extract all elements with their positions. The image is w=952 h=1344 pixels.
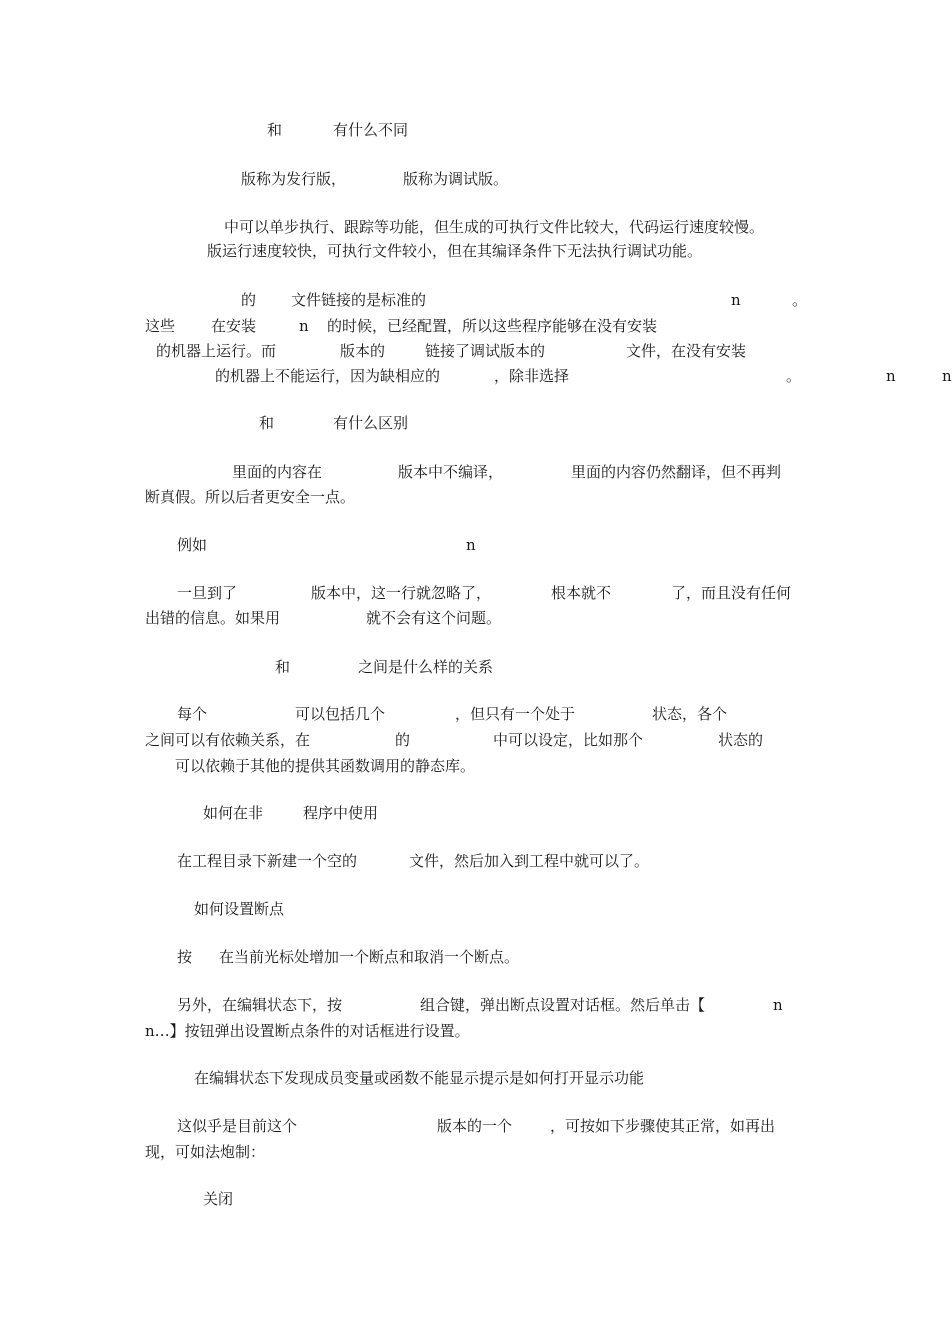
text-line: 了，而且没有任何 (671, 584, 792, 602)
text-line: 链接了调试版本的 (425, 342, 546, 360)
text-line: 文件，在没有安装 (626, 342, 747, 360)
text-line: 的 (241, 291, 257, 309)
text-line: n (731, 291, 741, 309)
text-line: ，可按如下步骤使其正常，如再出 (550, 1117, 776, 1135)
text-line: n (466, 536, 476, 554)
text-line: 可以依赖于其他的提供其函数调用的静态库。 (175, 757, 476, 775)
text-line: 版本中，这一行就忽略了， (311, 584, 492, 602)
text-line: 。 (792, 291, 808, 309)
heading-2-part: 有什么区别 (333, 414, 409, 432)
text-line: 文件链接的是标准的 (291, 291, 427, 309)
text-line: 文件，然后加入到工程中就可以了。 (409, 852, 650, 870)
heading-1-part: 有什么不同 (333, 121, 409, 139)
text-line: ，但只有一个处于 (455, 705, 576, 723)
heading-5: 如何设置断点 (194, 900, 285, 918)
text-line: 的 (395, 731, 411, 749)
text-line: 可以包括几个 (295, 705, 386, 723)
text-line: 在当前光标处增加一个断点和取消一个断点。 (219, 948, 520, 966)
text-line: 里面的内容在 (232, 463, 323, 481)
heading-3-part: 和 (275, 658, 291, 676)
text-line: 出错的信息。如果用 (145, 609, 281, 627)
heading-1-part: 和 (267, 121, 283, 139)
text-line: 另外，在编辑状态下，按 (177, 996, 343, 1014)
text-line: 。 (786, 367, 802, 385)
text-line: 中可以设定，比如那个 (493, 731, 644, 749)
text-line: 中可以单步执行、跟踪等功能，但生成的可执行文件比较大，代码运行速度较慢。 (224, 218, 765, 236)
text-line: n (299, 317, 309, 335)
text-line: 版本的 (340, 342, 386, 360)
text-line: 的机器上运行。而 (156, 342, 277, 360)
text-line: 根本就不 (551, 584, 612, 602)
heading-2-part: 和 (259, 414, 275, 432)
text-line: 版称为调试版。 (403, 170, 509, 188)
text-line: 状态，各个 (652, 705, 728, 723)
text-line: 断真假。所以后者更安全一点。 (145, 488, 356, 506)
text-line: 按 (177, 948, 193, 966)
text-line: 就不会有这个问题。 (366, 609, 502, 627)
text-line: 状态的 (718, 731, 764, 749)
text-line: ，除非选择 (494, 367, 570, 385)
text-line: 在工程目录下新建一个空的 (177, 852, 358, 870)
text-line: 之间可以有依赖关系，在 (145, 731, 311, 749)
text-line: 这些 (145, 317, 176, 335)
text-line: 版本的一个 (437, 1117, 513, 1135)
text-line: n…】按钮弹出设置断点条件的对话框进行设置。 (145, 1022, 470, 1040)
text-line: 例如 (177, 536, 208, 554)
heading-6: 在编辑状态下发现成员变量或函数不能显示提示是如何打开显示功能 (194, 1069, 645, 1087)
text-line: 每个 (177, 705, 208, 723)
text-line: 版称为发行版， (241, 170, 347, 188)
text-line: n (886, 367, 896, 385)
text-line: 关闭 (203, 1190, 234, 1208)
text-line: 在安装 (211, 317, 257, 335)
text-line: n (773, 996, 783, 1014)
text-line: 的机器上不能运行，因为缺相应的 (215, 367, 441, 385)
heading-4-part: 程序中使用 (303, 804, 379, 822)
heading-3-part: 之间是什么样的关系 (358, 658, 494, 676)
text-line: 版本中不编译， (398, 463, 504, 481)
text-line: 组合键，弹出断点设置对话框。然后单击【 (420, 996, 706, 1014)
text-line: 现，可如法炮制： (145, 1143, 266, 1161)
text-line: 版运行速度较快，可执行文件较小，但在其编译条件下无法执行调试功能。 (207, 242, 703, 260)
text-line: 的时候，已经配置，所以这些程序能够在没有安装 (327, 317, 658, 335)
text-line: 这似乎是目前这个 (177, 1117, 298, 1135)
text-line: 一旦到了 (177, 584, 238, 602)
text-line: 里面的内容仍然翻译，但不再判 (571, 463, 782, 481)
text-line: n (942, 367, 952, 385)
heading-4-part: 如何在非 (203, 804, 264, 822)
